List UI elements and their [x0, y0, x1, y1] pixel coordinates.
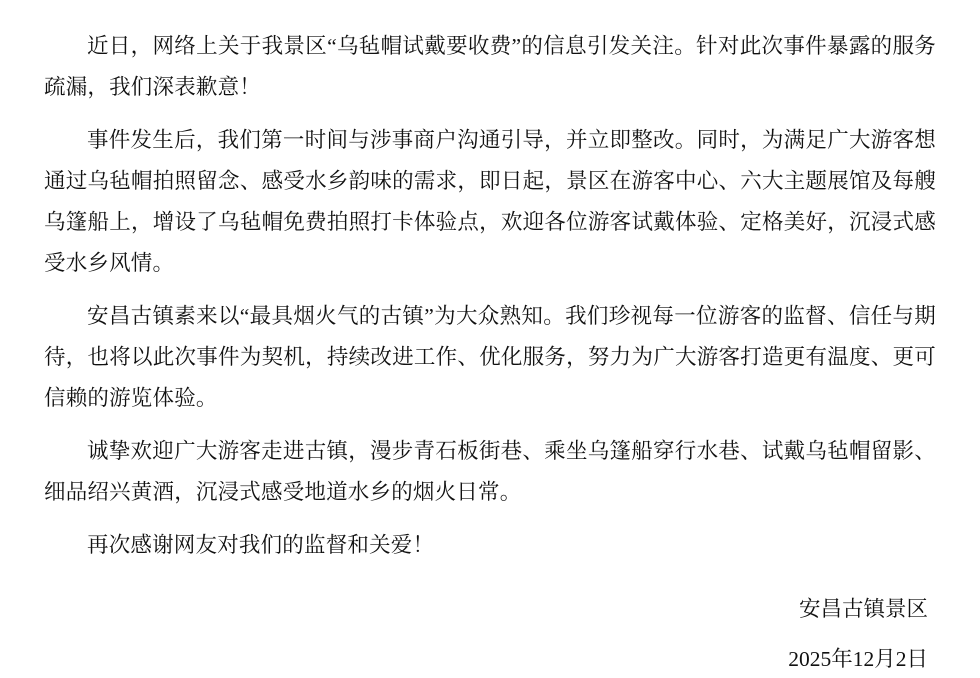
paragraph-3: 安昌古镇素来以“最具烟火气的古镇”为大众熟知。我们珍视每一位游客的监督、信任与期待，也将以此次事件为契机，持续改进工作、优化服务，努力为广大游客打造更有温度、更可信赖的游览体验。: [44, 304, 936, 410]
paragraph-5: 再次感谢网友对我们的监督和关爱！: [87, 533, 435, 557]
paragraph-4: 诚挚欢迎广大游客走进古镇，漫步青石板街巷、乘坐乌篷船穿行水巷、试戴乌毡帽留影、细品绍兴黄酒，沉浸式感受地道水乡的烟火日常。: [44, 439, 936, 504]
signature-organization: 安昌古镇景区: [798, 597, 928, 621]
signature-date: 2025年12月2日: [788, 647, 928, 671]
statement-body: [44, 26, 936, 566]
paragraph-1: 近日，网络上关于我景区“乌毡帽试戴要收费”的信息引发关注。针对此次事件暴露的服务疏漏，我们深表歉意！: [44, 34, 936, 99]
paragraph-2: 事件发生后，我们第一时间与涉事商户沟通引导，并立即整改。同时，为满足广大游客想通过乌毡帽拍照留念、感受水乡韵味的需求，即日起，景区在游客中心、六大主题展馆及每艘乌篷船上，增设了乌毡帽免费拍照打卡体验点，欢迎各位游客试戴体验、定格美好，沉浸式感受水乡风情。: [44, 128, 936, 275]
signature-block: [44, 590, 936, 678]
